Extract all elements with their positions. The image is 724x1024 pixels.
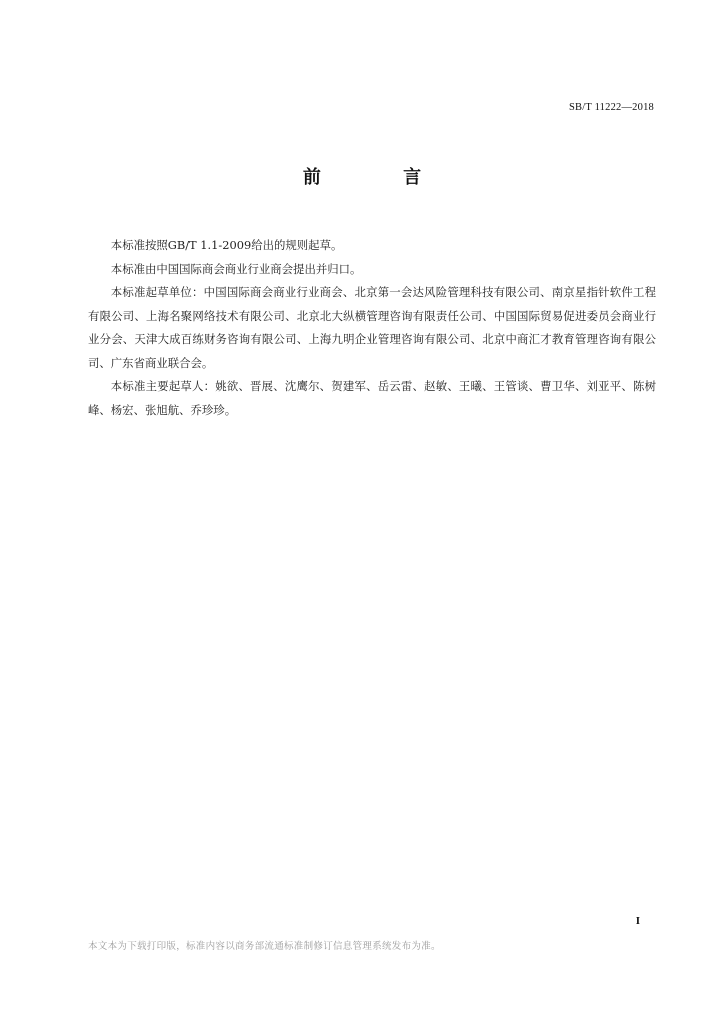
footer-watermark: 本文本为下载打印版，标准内容以商务部流通标准制修订信息管理系统发布为准。 xyxy=(88,941,441,952)
standard-code: SB/T 11222—2018 xyxy=(569,102,654,113)
paragraph-drafters: 本标准主要起草人：姚欲、晋展、沈鹰尔、贺建军、岳云雷、赵敏、王曦、王管谈、曹卫华、刘亚平、陈树峰、杨宏、张旭航、乔珍珍。 xyxy=(88,379,656,417)
paragraph-drafting-units: 本标准起草单位：中国国际商会商业行业商会、北京第一会达风险管理科技有限公司、南京星指针软件工程有限公司、上海名聚网络技术有限公司、北京北大纵横管理咨询有限责任公司、中国国际贸易促进委员会商业行业分会、天津大成百练财务咨询有限公司、上海九明企业管理咨询有限公司、北京中商汇才教育管理咨询有限公司、广东省商业联合会。 xyxy=(88,285,656,370)
page-number: I xyxy=(635,915,640,927)
foreword-body xyxy=(88,234,656,422)
page-title: 前 言 xyxy=(302,167,460,188)
paragraph-drafting-rules: 本标准按照GB/T 1.1-2009给出的规则起草。 xyxy=(110,238,343,252)
paragraph-proposer: 本标准由中国国际商会商业行业商会提出并归口。 xyxy=(110,261,362,276)
